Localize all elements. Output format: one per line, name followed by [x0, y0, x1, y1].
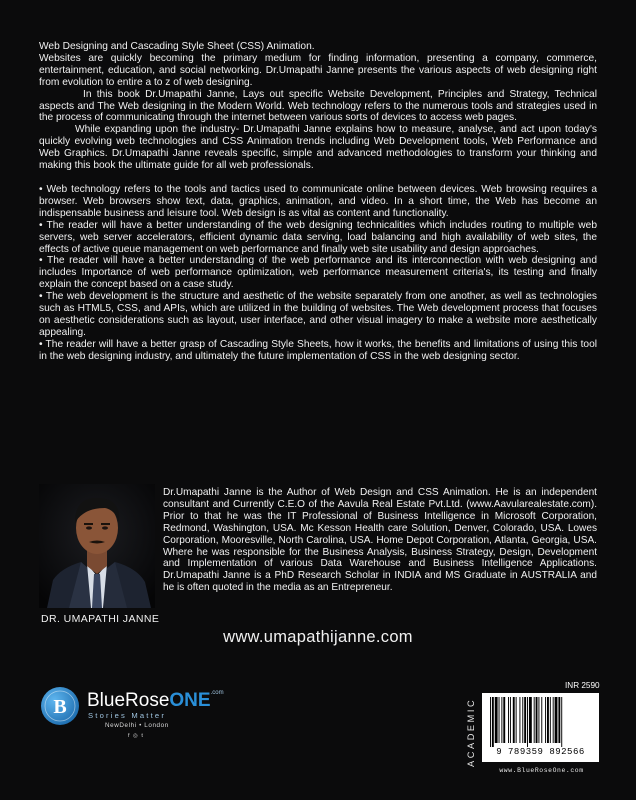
social-icons: f ◎ t — [128, 733, 144, 739]
author-website: www.umapathijanne.com — [223, 628, 413, 646]
author-name-caption: DR. UMAPATHI JANNE — [41, 613, 160, 625]
brand-main: BlueRose — [87, 690, 170, 711]
bullet-item: • The web development is the structure and aesthetic of the website separately from one another, as well as technologies such as HTML5, CSS, and APIs, which are utilized in the building of websites. The Web development process that focuses on aesthetic considerations such as layout, user interface, and other visual imagery to make a website more aesthetically appealing. — [39, 291, 597, 338]
svg-text:B: B — [53, 696, 67, 718]
author-bio: Dr.Umapathi Janne is the Author of Web Design and CSS Animation. He is an independent consultant and Currently C.E.O of the Aavula Real Estate Pvt.Ltd. (www.Aavularealestate.com). Prior to that he was the IT Professional of Business Intelligence in Microsoft Corporation, Redmond, Washington, USA. Mc Kesson Health care Solution, Denver, Colorado, USA. Lowes Corporation, Mooresville, North Carolina, USA. Home Depot Corporation, Atlanta, Georgia, USA. Where he was responsible for the Business Analysis, Business Strategy, Design, Development and Implementation of various Data Warehouse and Business Intelligence Applications. Dr.Umapathi Janne is a PhD Research Scholar in INDIA and MS Graduate in AUSTRALIA and he is often quoted in the media as an Entrepreneur. — [163, 487, 597, 594]
bullet-item: • Web technology refers to the tools and tactics used to communicate online between devices. Web browsing requires a browser. Web browsers show text, data, graphics, animation, and video. In a short time, the Web has become an indispensable business and leisure tool. Web design is as vital as content and functionality. — [39, 183, 597, 219]
bluerose-logo-icon — [40, 686, 80, 726]
author-portrait-icon — [39, 484, 155, 608]
bullet-item: • The reader will have a better grasp of Cascading Style Sheets, how it works, the benefits and limitations of using this tool in the web designing industry, and ultimately the future implementation of CSS in the web designing sector. — [39, 338, 597, 362]
brand-suffix: .com — [210, 690, 224, 696]
book-title-line: Web Designing and Cascading Style Sheet (CSS) Animation. — [39, 41, 315, 52]
publisher-cities: NewDelhi • London — [105, 722, 169, 729]
publisher-logo — [40, 680, 240, 760]
price-label: INR 2590 — [565, 681, 600, 690]
publisher-brand — [87, 690, 224, 712]
isbn-barcode — [482, 693, 599, 762]
intro-paragraph-2: In this book Dr.Umapathi Janne, Lays out specific Website Development, Principles and Strategy, Technical aspects and The Web designing in the Modern World. Web technology refers to the numerous tools and strategies used in the process of communicating through the internet between various sorts of devices to access web pages. — [39, 88, 597, 124]
publisher-tagline: Stories Matter — [88, 711, 167, 720]
intro-paragraph-1: Websites are quickly becoming the primary medium for finding information, presenting a company, commerce, entertainment, education, and social networking. Dr.Umapathi Janne presents the various aspects of web designing right from evolution to entire a to z of web designing. — [39, 52, 597, 88]
category-label: ACADEMIC — [466, 697, 476, 767]
author-portrait-photo — [39, 484, 155, 608]
bullet-item: • The reader will have a better understanding of the web performance and its interconnection with web designing and includes Importance of web performance optimization, web performance measurement criteria's, its testing and finally explain the concept based on a case study. — [39, 255, 597, 291]
brand-accent: ONE — [169, 690, 211, 711]
bullet-item: • The reader will have a better understanding of the web designing technicalities which includes routing to multiple web servers, web server accelerators, efficient dynamic data serving, load balancing and high availability of web sites, the effects of active queue management on web performance and finally web site usability and design approaches. — [39, 219, 597, 255]
publisher-url: www.BlueRoseOne.com — [499, 767, 584, 774]
blurb-text — [39, 41, 597, 363]
intro-paragraph-3: While expanding upon the industry- Dr.Umapathi Janne explains how to measure, analyse, and act upon today's quickly evolving web technologies and CSS Animation trends including Web Development tools, Web Performance and Web Graphics. Dr.Umapathi Janne reveals specific, simple and advanced methodologies to transform your thinking and making this book the ultimate guide for all web professionals. — [39, 124, 597, 172]
isbn-number: 9 789359 892566 — [496, 747, 585, 757]
isbn-barcode-icon — [490, 697, 591, 747]
